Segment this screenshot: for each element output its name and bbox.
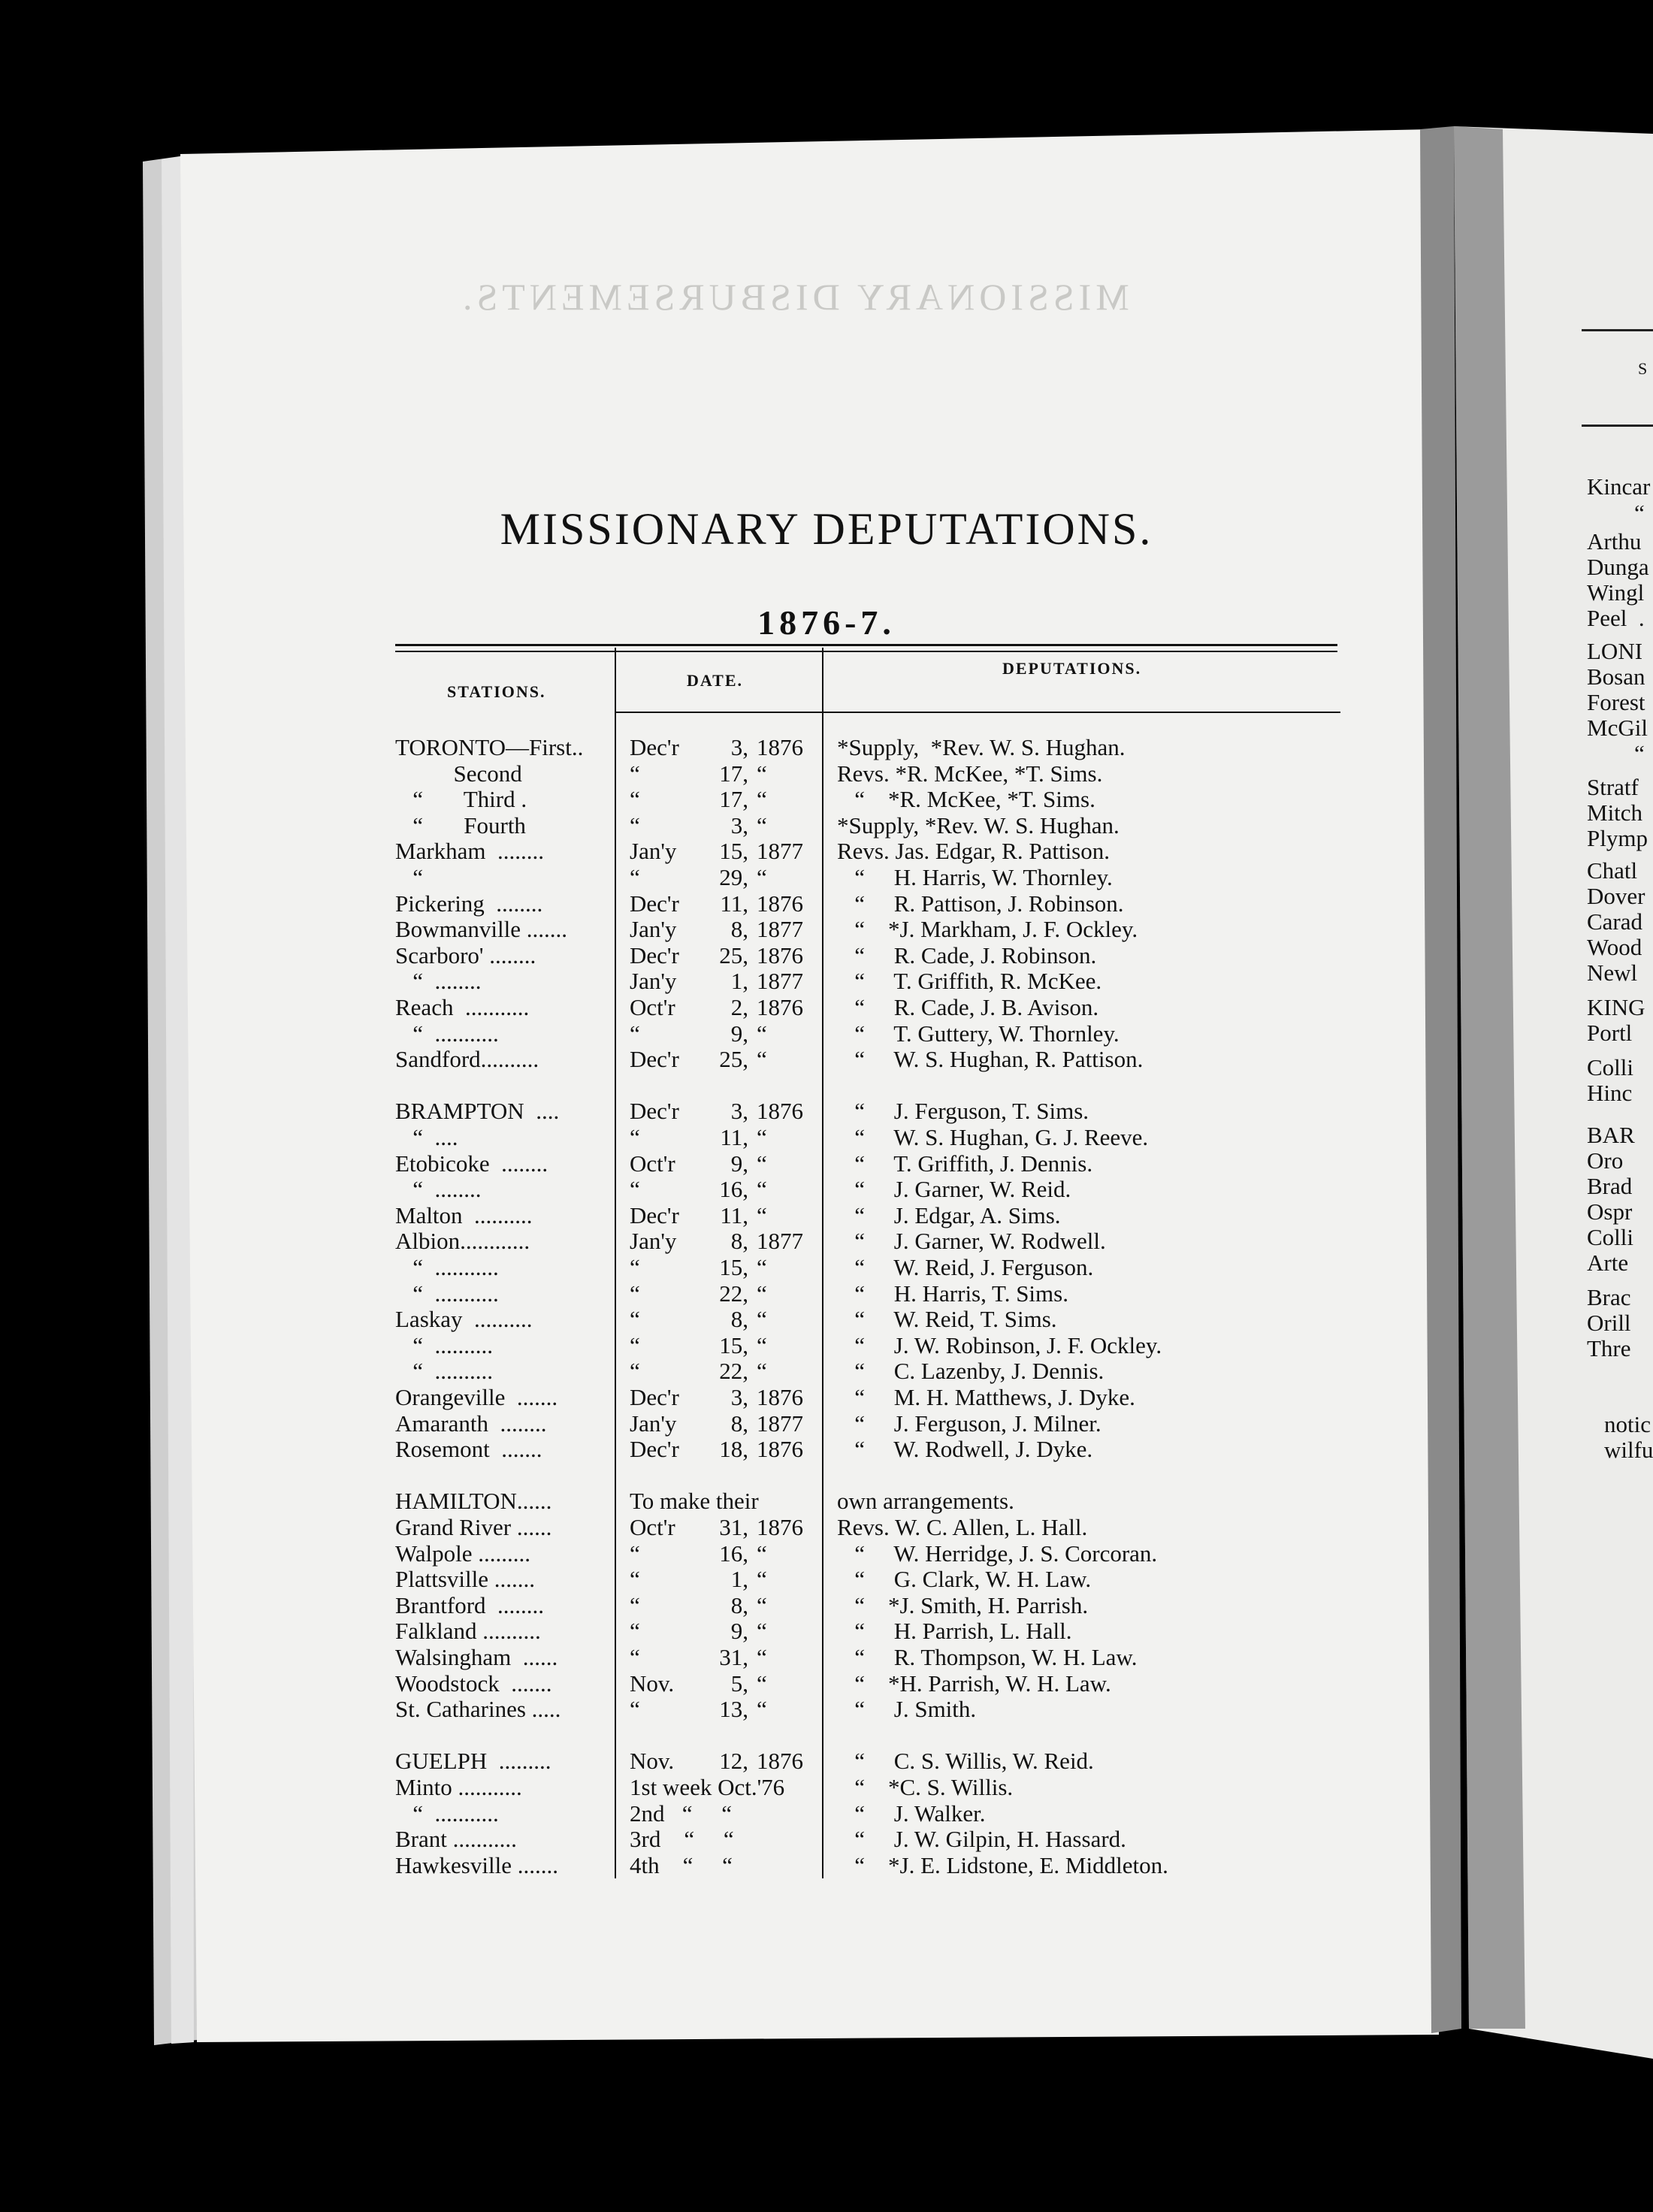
day-cell: 1,: [730, 1566, 748, 1592]
station-cell: Orangeville .......: [395, 1384, 558, 1410]
table-row: [0, 1228, 1653, 1253]
date-cell: “: [630, 1696, 640, 1722]
table-row: [0, 994, 1653, 1020]
station-cell: Hawkesville .......: [395, 1852, 558, 1878]
deputations-cell: “ R. Cade, J. B. Avison.: [837, 994, 1099, 1020]
right-page-header: S: [1638, 359, 1648, 378]
date-cell: Dec'r: [630, 734, 679, 760]
station-cell: “ ..........: [395, 1332, 494, 1358]
day-cell: 8,: [730, 916, 748, 942]
year-cell: “: [757, 1176, 767, 1202]
right-page-line: Wood: [1587, 934, 1642, 960]
right-page-line: KING: [1587, 994, 1645, 1020]
date-cell: “: [630, 1332, 640, 1358]
day-cell: 12,: [719, 1748, 748, 1774]
year-cell: 1876: [757, 890, 803, 917]
deputations-cell: “ T. Griffith, J. Dennis.: [837, 1150, 1093, 1177]
date-cell: Dec'r: [630, 1202, 679, 1228]
year-cell: 1876: [757, 1098, 803, 1124]
year-cell: “: [757, 1202, 767, 1228]
date-cell: Jan'y: [630, 1410, 677, 1437]
day-cell: 8,: [730, 1410, 748, 1437]
station-cell: “ ........: [395, 968, 482, 994]
date-cell: “: [630, 1644, 640, 1670]
right-page-line: Wingl: [1587, 579, 1645, 606]
day-cell: 11,: [720, 1124, 748, 1150]
page-title: MISSIONARY DEPUTATIONS.: [500, 504, 1153, 554]
table-row: [0, 1852, 1653, 1878]
deputations-cell: “ *H. Parrish, W. H. Law.: [837, 1670, 1111, 1697]
deputations-cell: “ *J. Smith, H. Parrish.: [837, 1592, 1089, 1618]
date-cell: “: [630, 864, 640, 890]
date-cell: Nov.: [630, 1748, 675, 1774]
station-cell: Malton ..........: [395, 1202, 533, 1228]
rule-top-1: [395, 644, 1337, 646]
day-cell: 18,: [719, 1436, 748, 1462]
right-page-line: LONI: [1587, 638, 1643, 664]
deputations-cell: *Supply, *Rev. W. S. Hughan.: [837, 812, 1120, 839]
station-cell: TORONTO—First..: [395, 734, 584, 760]
day-cell: 9,: [730, 1150, 748, 1177]
year-cell: 1876: [757, 1514, 803, 1540]
station-cell: Rosemont .......: [395, 1436, 542, 1462]
deputations-cell: “ J. Edgar, A. Sims.: [837, 1202, 1061, 1228]
bottom-frame: [0, 2104, 1653, 2212]
day-cell: 3,: [730, 812, 748, 839]
rule-top-2: [395, 651, 1337, 652]
date-cell: Jan'y: [630, 968, 677, 994]
rule-header-bottom: [616, 712, 1340, 713]
date-cell: “: [630, 1540, 640, 1567]
deputations-cell: “ W. S. Hughan, R. Pattison.: [837, 1046, 1144, 1072]
date-cell: Dec'r: [630, 890, 679, 917]
station-cell: Markham ........: [395, 838, 545, 864]
date-cell: “: [630, 1566, 640, 1592]
table-row: [0, 1514, 1653, 1540]
table-row: [0, 1566, 1653, 1591]
deputations-cell: “ W. Reid, J. Ferguson.: [837, 1254, 1094, 1280]
year-cell: “: [757, 1332, 767, 1358]
station-cell: Laskay ..........: [395, 1306, 533, 1332]
deputations-cell: Revs. W. C. Allen, L. Hall.: [837, 1514, 1088, 1540]
day-cell: 16,: [719, 1540, 748, 1567]
year-cell: “: [757, 1670, 767, 1697]
day-cell: 15,: [719, 1332, 748, 1358]
right-page-line: Thre: [1587, 1335, 1631, 1361]
table-row: [0, 1358, 1653, 1383]
table-row: [0, 1410, 1653, 1436]
station-cell: “ ...........: [395, 1280, 499, 1307]
date-cell: “: [630, 1176, 640, 1202]
date-cell: Dec'r: [630, 1046, 679, 1072]
deputations-cell: “ G. Clark, W. H. Law.: [837, 1566, 1092, 1592]
deputations-cell: “ J. W. Gilpin, H. Hassard.: [837, 1826, 1126, 1852]
station-cell: Brantford ........: [395, 1592, 545, 1618]
right-page-line: Carad: [1587, 908, 1643, 935]
deputations-cell: “ W. Rodwell, J. Dyke.: [837, 1436, 1093, 1462]
table-row: [0, 916, 1653, 941]
deputations-cell: “ J. Ferguson, J. Milner.: [837, 1410, 1101, 1437]
right-page-line: Forest: [1587, 689, 1645, 715]
station-cell: Woodstock .......: [395, 1670, 552, 1697]
date-cell: Dec'r: [630, 1098, 679, 1124]
deputations-cell: “ W. S. Hughan, G. J. Reeve.: [837, 1124, 1149, 1150]
right-page-line: notic: [1604, 1411, 1651, 1437]
table-row: [0, 1826, 1653, 1851]
table-row: [0, 838, 1653, 863]
right-page-line: Hinc: [1587, 1080, 1633, 1106]
year-cell: “: [757, 1618, 767, 1644]
right-page-line: BAR: [1587, 1122, 1635, 1148]
table-row: [0, 1748, 1653, 1773]
year-cell: “: [757, 1254, 767, 1280]
right-page-line: Ospr: [1587, 1198, 1633, 1225]
right-page-line: Colli: [1587, 1224, 1634, 1250]
day-cell: 8,: [730, 1228, 748, 1254]
station-cell: Brant ...........: [395, 1826, 517, 1852]
year-cell: “: [757, 1150, 767, 1177]
year-cell: “: [757, 1046, 767, 1072]
deputations-cell: “ C. Lazenby, J. Dennis.: [837, 1358, 1105, 1384]
date-cell: Oct'r: [630, 1150, 675, 1177]
station-cell: St. Catharines .....: [395, 1696, 561, 1722]
deputations-cell: “ J. Garner, W. Rodwell.: [837, 1228, 1106, 1254]
year-cell: “: [757, 1696, 767, 1722]
table-row: [0, 1202, 1653, 1228]
right-page-line: “: [1634, 500, 1645, 526]
table-row: [0, 942, 1653, 968]
right-page-line: Dover: [1587, 883, 1645, 909]
table-row: [0, 968, 1653, 993]
date-cell: “: [630, 1124, 640, 1150]
station-cell: “ ..........: [395, 1358, 494, 1384]
table-row: [0, 1384, 1653, 1410]
station-cell: Albion............: [395, 1228, 530, 1254]
date-cell: “: [630, 1306, 640, 1332]
date-cell: “: [630, 1592, 640, 1618]
table-row: [0, 1176, 1653, 1201]
deputations-cell: “ *J. Markham, J. F. Ockley.: [837, 916, 1138, 942]
day-cell: 3,: [730, 1098, 748, 1124]
station-cell: Pickering ........: [395, 890, 543, 917]
day-cell: 9,: [730, 1618, 748, 1644]
right-page-line: Mitch: [1587, 799, 1643, 826]
date-cell: Oct'r: [630, 994, 675, 1020]
table-row: [0, 1124, 1653, 1150]
station-cell: Falkland ..........: [395, 1618, 541, 1644]
table-row: [0, 1722, 1653, 1748]
deputations-cell: “ W. Reid, T. Sims.: [837, 1306, 1057, 1332]
deputations-cell: “ *J. E. Lidstone, E. Middleton.: [837, 1852, 1168, 1878]
date-cell: “: [630, 1618, 640, 1644]
day-cell: 3,: [730, 734, 748, 760]
day-cell: 25,: [719, 942, 748, 969]
day-cell: 11,: [720, 890, 748, 917]
date-cell: To make their: [630, 1488, 759, 1514]
year-cell: “: [757, 786, 767, 812]
date-cell: 2nd “ “: [630, 1800, 733, 1827]
day-cell: 15,: [719, 1254, 748, 1280]
table-row: [0, 864, 1653, 890]
date-cell: Nov.: [630, 1670, 675, 1697]
right-rule-2: [1582, 425, 1653, 427]
station-cell: Walsingham ......: [395, 1644, 558, 1670]
right-page-line: Brad: [1587, 1173, 1633, 1199]
station-cell: Scarboro' ........: [395, 942, 536, 969]
deputations-cell: “ T. Griffith, R. McKee.: [837, 968, 1102, 994]
deputations-cell: Revs. *R. McKee, *T. Sims.: [837, 760, 1103, 787]
date-cell: “: [630, 786, 640, 812]
day-cell: 31,: [719, 1644, 748, 1670]
year-cell: 1876: [757, 942, 803, 969]
deputations-cell: “ R. Pattison, J. Robinson.: [837, 890, 1124, 917]
station-cell: “: [395, 864, 424, 890]
day-cell: 1,: [730, 968, 748, 994]
year-cell: 1876: [757, 1436, 803, 1462]
right-page-line: Bosan: [1587, 663, 1645, 690]
right-page-line: Plymp: [1587, 825, 1648, 851]
date-cell: 4th “ “: [630, 1852, 733, 1878]
station-cell: Sandford..........: [395, 1046, 539, 1072]
table-row: [0, 1592, 1653, 1618]
table-row: [0, 1150, 1653, 1176]
table-row: [0, 1644, 1653, 1670]
date-cell: “: [630, 1358, 640, 1384]
deputations-cell: “ *C. S. Willis.: [837, 1774, 1014, 1800]
date-cell: Dec'r: [630, 1436, 679, 1462]
table-row: [0, 1098, 1653, 1123]
deputations-cell: “ W. Herridge, J. S. Corcoran.: [837, 1540, 1158, 1567]
deputations-cell: “ J. Ferguson, T. Sims.: [837, 1098, 1089, 1124]
deputations-cell: “ J. Walker.: [837, 1800, 986, 1827]
date-cell: “: [630, 760, 640, 787]
day-cell: 2,: [730, 994, 748, 1020]
year-cell: “: [757, 1592, 767, 1618]
right-page-line: Brac: [1587, 1284, 1631, 1310]
right-page-line: “: [1634, 740, 1645, 766]
deputations-cell: *Supply, *Rev. W. S. Hughan.: [837, 734, 1126, 760]
year-cell: 1876: [757, 734, 803, 760]
year-cell: 1876: [757, 994, 803, 1020]
right-page-line: Dunga: [1587, 554, 1649, 580]
station-cell: “ ........: [395, 1176, 482, 1202]
year-cell: 1877: [757, 916, 803, 942]
deputations-cell: “ H. Harris, T. Sims.: [837, 1280, 1068, 1307]
bleedthrough-text: MISSIONARY DISBURSEMENTS.: [458, 276, 1129, 318]
day-cell: 9,: [730, 1020, 748, 1047]
table-row: [0, 1020, 1653, 1046]
right-page-line: wilfu: [1604, 1437, 1653, 1463]
station-cell: HAMILTON......: [395, 1488, 552, 1514]
station-cell: BRAMPTON ....: [395, 1098, 560, 1124]
table-row: [0, 1254, 1653, 1280]
day-cell: 13,: [719, 1696, 748, 1722]
right-page-line: Arthu: [1587, 528, 1642, 555]
table-row: [0, 786, 1653, 811]
table-row: [0, 1436, 1653, 1461]
station-cell: Plattsville .......: [395, 1566, 535, 1592]
station-cell: Minto ...........: [395, 1774, 522, 1800]
header-date: DATE.: [687, 671, 743, 690]
year-cell: “: [757, 1306, 767, 1332]
table-row: [0, 734, 1653, 760]
table-row: [0, 812, 1653, 838]
station-cell: Reach ...........: [395, 994, 530, 1020]
deputations-cell: “ J. Garner, W. Reid.: [837, 1176, 1071, 1202]
year-cell: “: [757, 1020, 767, 1047]
table-row: [0, 1306, 1653, 1331]
right-page-line: Arte: [1587, 1250, 1629, 1276]
deputations-cell: “ H. Parrish, L. Hall.: [837, 1618, 1072, 1644]
table-row: [0, 1072, 1653, 1098]
day-cell: 22,: [719, 1280, 748, 1307]
year-cell: 1876: [757, 1748, 803, 1774]
deputations-cell: own arrangements.: [837, 1488, 1014, 1514]
deputations-cell: Revs. Jas. Edgar, R. Pattison.: [837, 838, 1110, 864]
year-cell: “: [757, 760, 767, 787]
table-row: [0, 890, 1653, 916]
right-page-line: Orill: [1587, 1310, 1631, 1336]
year-cell: 1876: [757, 1384, 803, 1410]
table-row: [0, 1774, 1653, 1800]
right-page-line: McGil: [1587, 715, 1648, 741]
header-stations: STATIONS.: [447, 682, 546, 701]
deputations-cell: “ J. Smith.: [837, 1696, 977, 1722]
date-cell: “: [630, 1254, 640, 1280]
table-row: [0, 1488, 1653, 1513]
day-cell: 11,: [720, 1202, 748, 1228]
date-cell: Jan'y: [630, 1228, 677, 1254]
station-cell: Etobicoke ........: [395, 1150, 548, 1177]
right-page-line: Chatl: [1587, 857, 1638, 884]
table-row: [0, 1280, 1653, 1306]
page-year: 1876-7.: [757, 603, 896, 642]
station-cell: Bowmanville .......: [395, 916, 568, 942]
right-page-line: Newl: [1587, 959, 1638, 986]
station-cell: Second: [395, 760, 522, 787]
deputations-cell: “ R. Thompson, W. H. Law.: [837, 1644, 1138, 1670]
deputations-cell: “ H. Harris, W. Thornley.: [837, 864, 1113, 890]
station-cell: “ ....: [395, 1124, 458, 1150]
table-row: [0, 1800, 1653, 1826]
day-cell: 17,: [719, 760, 748, 787]
year-cell: 1877: [757, 838, 803, 864]
table-row: [0, 1046, 1653, 1071]
table-row: [0, 1332, 1653, 1358]
right-page-line: Kincar: [1587, 473, 1651, 500]
deputations-cell: “ M. H. Matthews, J. Dyke.: [837, 1384, 1135, 1410]
date-cell: Dec'r: [630, 942, 679, 969]
date-cell: Jan'y: [630, 838, 677, 864]
day-cell: 17,: [719, 786, 748, 812]
table-row: [0, 1462, 1653, 1488]
date-cell: Dec'r: [630, 1384, 679, 1410]
date-cell: Jan'y: [630, 916, 677, 942]
table-row: [0, 1540, 1653, 1566]
deputations-cell: “ C. S. Willis, W. Reid.: [837, 1748, 1094, 1774]
day-cell: 16,: [719, 1176, 748, 1202]
right-page-line: Peel .: [1587, 605, 1645, 631]
day-cell: 15,: [719, 838, 748, 864]
deputations-cell: “ J. W. Robinson, J. F. Ockley.: [837, 1332, 1162, 1358]
date-cell: 3rd “ “: [630, 1826, 734, 1852]
day-cell: 29,: [719, 864, 748, 890]
date-cell: “: [630, 1020, 640, 1047]
station-cell: Walpole .........: [395, 1540, 531, 1567]
year-cell: “: [757, 1124, 767, 1150]
right-page-line: Colli: [1587, 1054, 1634, 1080]
day-cell: 3,: [730, 1384, 748, 1410]
right-page-line: Stratf: [1587, 774, 1639, 800]
table-row: [0, 1696, 1653, 1721]
station-cell: “ ...........: [395, 1800, 499, 1827]
day-cell: 5,: [730, 1670, 748, 1697]
table-row: [0, 1670, 1653, 1696]
station-cell: “ ...........: [395, 1020, 499, 1047]
deputations-cell: “ *R. McKee, *T. Sims.: [837, 786, 1095, 812]
year-cell: “: [757, 1358, 767, 1384]
day-cell: 8,: [730, 1306, 748, 1332]
date-cell: “: [630, 1280, 640, 1307]
year-cell: 1877: [757, 1410, 803, 1437]
station-cell: GUELPH .........: [395, 1748, 552, 1774]
right-page-line: Portl: [1587, 1020, 1633, 1046]
station-cell: Amaranth ........: [395, 1410, 547, 1437]
year-cell: 1877: [757, 1228, 803, 1254]
right-rule-1: [1582, 329, 1653, 331]
deputations-cell: “ T. Guttery, W. Thornley.: [837, 1020, 1120, 1047]
day-cell: 8,: [730, 1592, 748, 1618]
date-cell: “: [630, 812, 640, 839]
year-cell: “: [757, 812, 767, 839]
year-cell: “: [757, 864, 767, 890]
day-cell: 22,: [719, 1358, 748, 1384]
station-cell: “ ...........: [395, 1254, 499, 1280]
table-row: [0, 1618, 1653, 1643]
year-cell: “: [757, 1566, 767, 1592]
year-cell: “: [757, 1644, 767, 1670]
year-cell: “: [757, 1280, 767, 1307]
station-cell: “ Fourth: [395, 812, 526, 839]
day-cell: 25,: [719, 1046, 748, 1072]
table-row: [0, 760, 1653, 786]
deputations-cell: “ R. Cade, J. Robinson.: [837, 942, 1097, 969]
date-cell: 1st week Oct.'76: [630, 1774, 785, 1800]
day-cell: 31,: [719, 1514, 748, 1540]
station-cell: “ Third .: [395, 786, 527, 812]
right-page-line: Oro: [1587, 1147, 1624, 1174]
year-cell: “: [757, 1540, 767, 1567]
year-cell: 1877: [757, 968, 803, 994]
header-deputations: DEPUTATIONS.: [1002, 659, 1142, 678]
station-cell: Grand River ......: [395, 1514, 552, 1540]
date-cell: Oct'r: [630, 1514, 675, 1540]
